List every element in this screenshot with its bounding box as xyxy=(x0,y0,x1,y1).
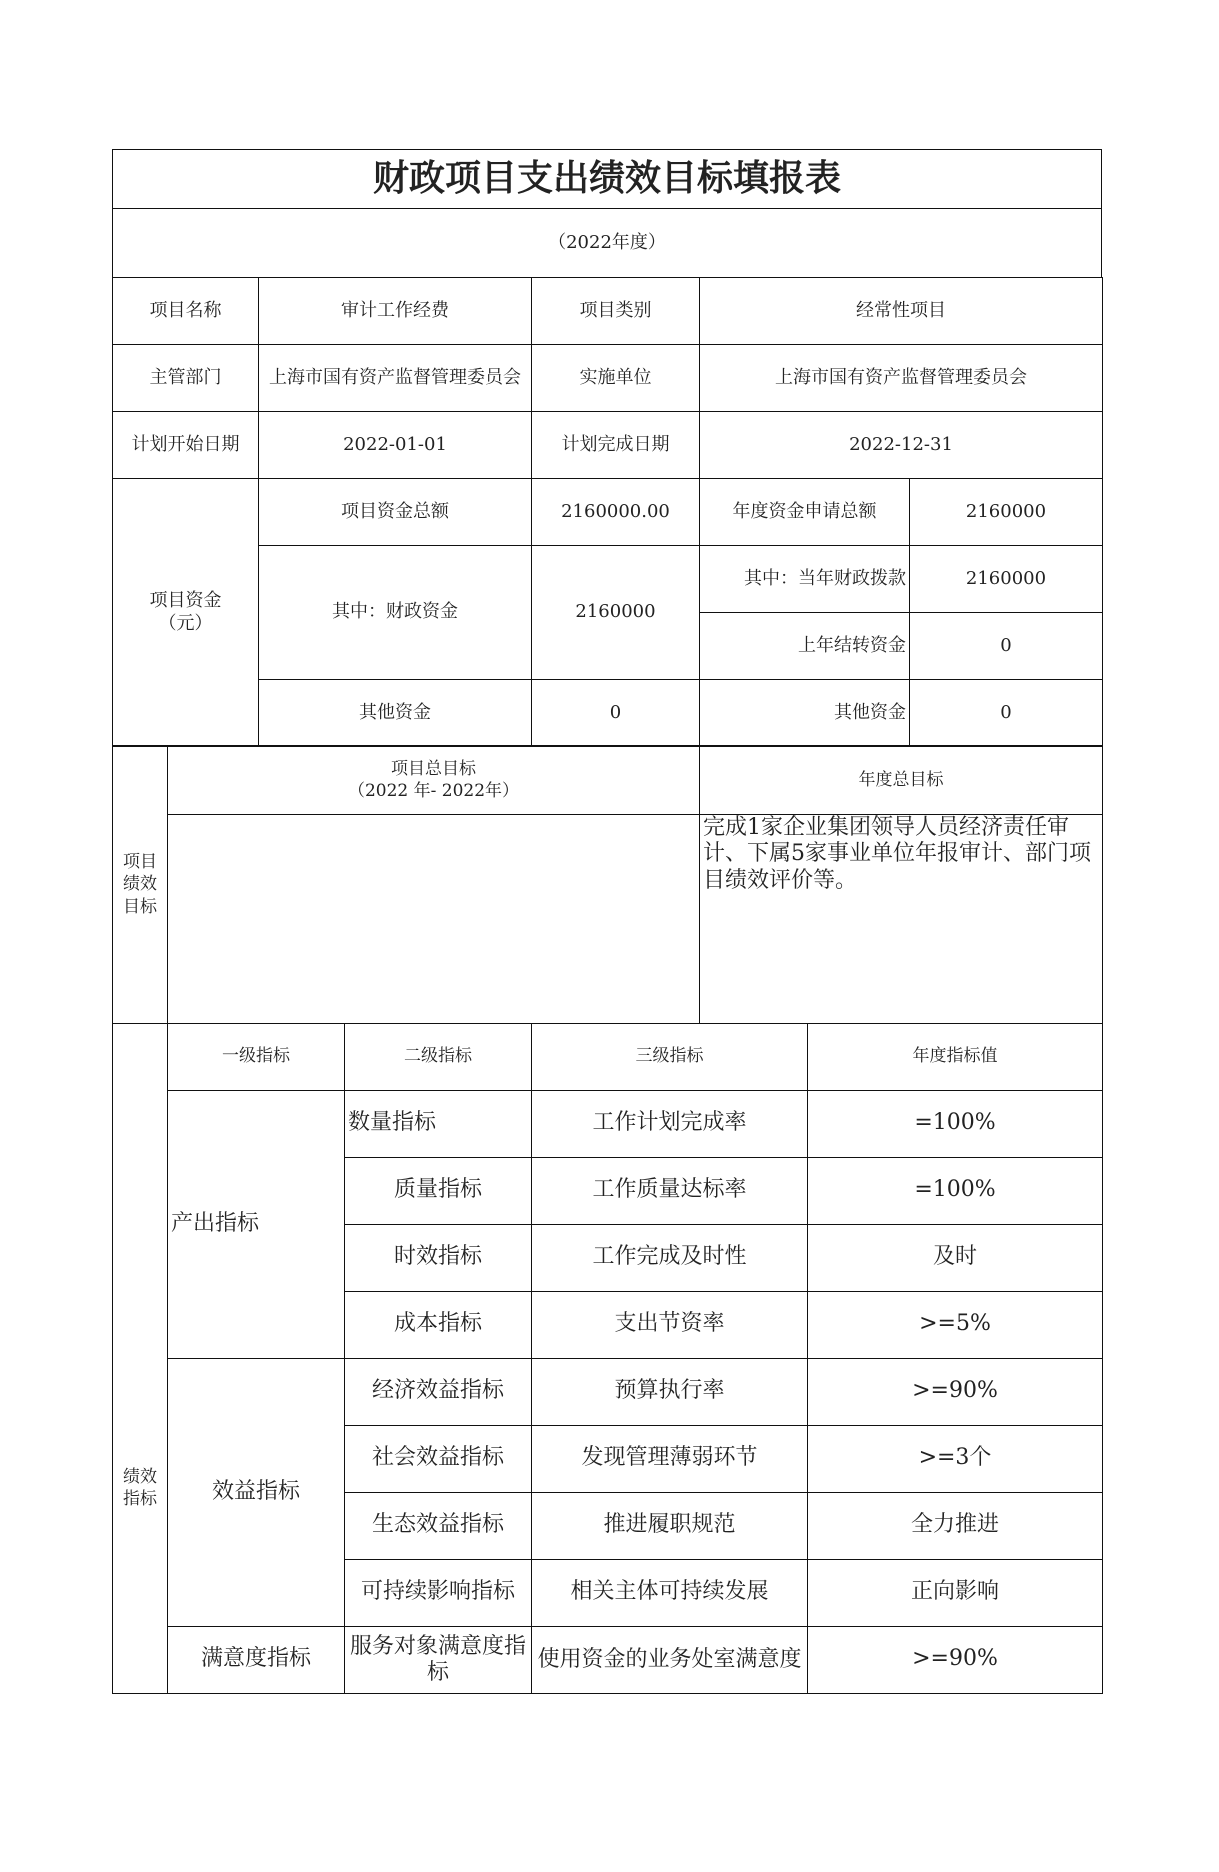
end-label: 计划完成日期 xyxy=(532,411,700,478)
carry-label: 上年结转资金 xyxy=(700,612,910,679)
l2: 生态效益指标 xyxy=(345,1492,532,1559)
project-name: 审计工作经费 xyxy=(259,277,532,344)
l2: 时效指标 xyxy=(345,1224,532,1291)
header-value: 年度指标值 xyxy=(808,1023,1103,1090)
l3: 工作计划完成率 xyxy=(532,1090,808,1157)
value: 正向影响 xyxy=(808,1559,1103,1626)
dept: 上海市国有资产监督管理委员会 xyxy=(259,344,532,411)
l2: 质量指标 xyxy=(345,1157,532,1224)
impl-label: 实施单位 xyxy=(532,344,700,411)
indicators-table xyxy=(112,1023,1103,1694)
overall-goal xyxy=(168,815,700,1024)
l2: 数量指标 xyxy=(345,1090,532,1157)
l3: 工作完成及时性 xyxy=(532,1224,808,1291)
value: >=90% xyxy=(808,1626,1103,1693)
start-date: 2022-01-01 xyxy=(259,411,532,478)
impl: 上海市国有资产监督管理委员会 xyxy=(700,344,1103,411)
l3: 发现管理薄弱环节 xyxy=(532,1425,808,1492)
other2-label: 其他资金 xyxy=(700,679,910,746)
value: =100% xyxy=(808,1157,1103,1224)
group-output: 产出指标 xyxy=(168,1090,345,1358)
fiscal: 2160000 xyxy=(532,545,700,679)
dept-label: 主管部门 xyxy=(113,344,259,411)
goals-table xyxy=(112,745,1103,1024)
overall-label: 项目总目标 xyxy=(391,758,476,779)
l3: 推进履职规范 xyxy=(532,1492,808,1559)
value: >=5% xyxy=(808,1291,1103,1358)
group-satisfaction: 满意度指标 xyxy=(168,1626,345,1693)
header-l2: 二级指标 xyxy=(345,1023,532,1090)
end-date: 2022-12-31 xyxy=(700,411,1103,478)
l3: 支出节资率 xyxy=(532,1291,808,1358)
l3: 相关主体可持续发展 xyxy=(532,1559,808,1626)
annual-goal-header: 年度总目标 xyxy=(700,746,1103,815)
goals-label: 项目绩效目标 xyxy=(113,746,168,1024)
l2: 成本指标 xyxy=(345,1291,532,1358)
form-title: 财政项目支出绩效目标填报表 xyxy=(113,150,1102,209)
l3: 工作质量达标率 xyxy=(532,1157,808,1224)
current-label: 其中：当年财政拨款 xyxy=(700,545,910,612)
l2: 经济效益指标 xyxy=(345,1358,532,1425)
annual-goal: 完成1家企业集团领导人员经济责任审计、下属5家事业单位年报审计、部门项目绩效评价等。 xyxy=(700,815,1103,1024)
value: 全力推进 xyxy=(808,1492,1103,1559)
fiscal-label: 其中：财政资金 xyxy=(259,545,532,679)
info-table xyxy=(112,277,1103,747)
group-benefit: 效益指标 xyxy=(168,1358,345,1626)
header-l1: 一级指标 xyxy=(168,1023,345,1090)
overall-goal-header xyxy=(168,746,700,815)
other: 0 xyxy=(532,679,700,746)
value: >=90% xyxy=(808,1358,1103,1425)
l2: 社会效益指标 xyxy=(345,1425,532,1492)
category-label: 项目类别 xyxy=(532,277,700,344)
indicators-label: 绩效指标 xyxy=(113,1023,168,1693)
l2: 服务对象满意度指标 xyxy=(345,1626,532,1693)
header-l3: 三级指标 xyxy=(532,1023,808,1090)
overall-period: （2022 年- 2022年） xyxy=(347,781,520,801)
other2: 0 xyxy=(910,679,1103,746)
annual: 2160000 xyxy=(910,478,1103,545)
value: >=3个 xyxy=(808,1425,1103,1492)
total-label: 项目资金总额 xyxy=(259,478,532,545)
project-name-label: 项目名称 xyxy=(113,277,259,344)
category: 经常性项目 xyxy=(700,277,1103,344)
l3: 使用资金的业务处室满意度 xyxy=(532,1626,808,1693)
form-year: （2022年度） xyxy=(113,209,1102,278)
l3: 预算执行率 xyxy=(532,1358,808,1425)
carry: 0 xyxy=(910,612,1103,679)
value: =100% xyxy=(808,1090,1103,1157)
annual-label: 年度资金申请总额 xyxy=(700,478,910,545)
l2: 可持续影响指标 xyxy=(345,1559,532,1626)
header-table xyxy=(112,149,1102,278)
funds-label: 项目资金（元） xyxy=(113,478,259,746)
total: 2160000.00 xyxy=(532,478,700,545)
performance-form xyxy=(112,149,1102,1694)
current: 2160000 xyxy=(910,545,1103,612)
start-label: 计划开始日期 xyxy=(113,411,259,478)
value: 及时 xyxy=(808,1224,1103,1291)
other-label: 其他资金 xyxy=(259,679,532,746)
